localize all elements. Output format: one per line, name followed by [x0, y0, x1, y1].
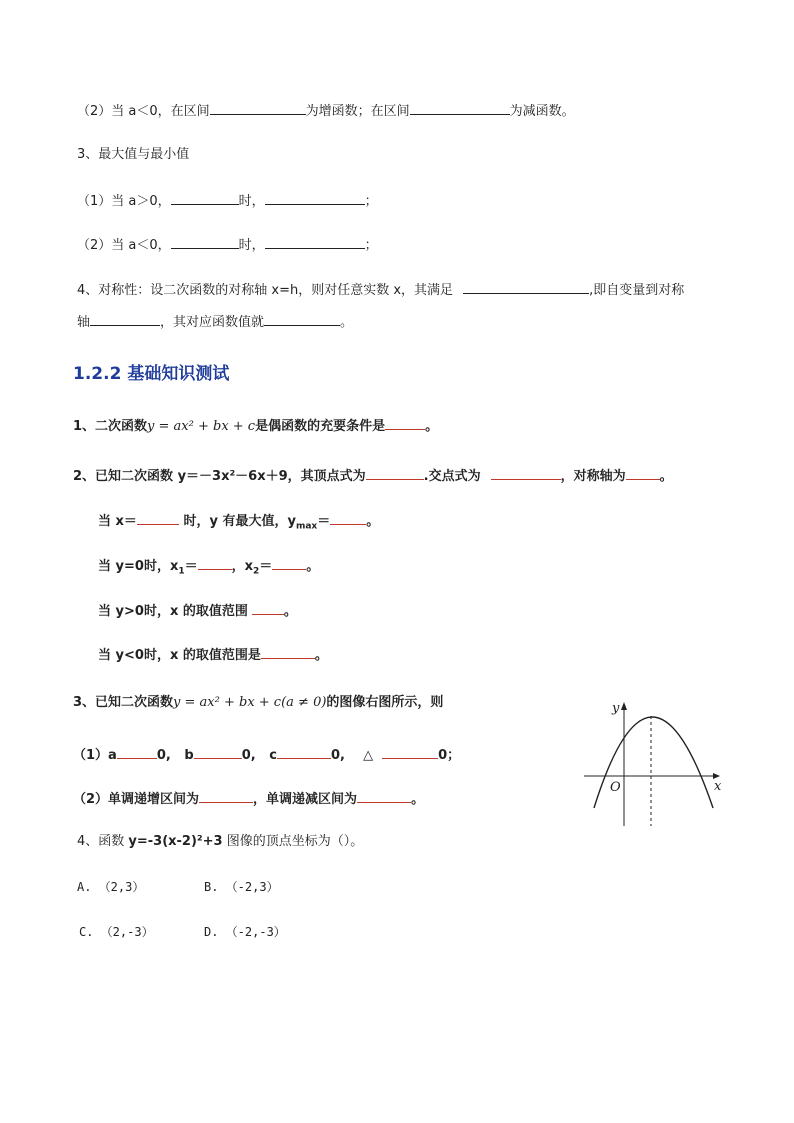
text: c: [269, 748, 277, 763]
fill-blank[interactable]: [385, 416, 425, 430]
question-2-c: [98, 601, 297, 621]
text: 当 y>0时，x 的取值范围: [98, 604, 248, 619]
option-d[interactable]: D. （-2,-3）: [204, 925, 286, 939]
text: 当 y=0时，x: [98, 559, 179, 574]
fill-blank[interactable]: [261, 645, 315, 659]
fill-blank[interactable]: [198, 556, 232, 570]
text: 。: [366, 514, 380, 529]
question-2-a: [98, 511, 379, 536]
text: 0；: [438, 748, 461, 763]
formula: y = ax² + bx + c(a ≠ 0): [173, 695, 327, 710]
fill-blank[interactable]: [265, 191, 365, 205]
text: 。: [314, 648, 328, 663]
text: 时，y 有最大值，y: [183, 514, 296, 529]
text: .交点式为: [423, 469, 481, 484]
formula: y=-3(x-2)²+3: [128, 834, 223, 849]
fill-blank[interactable]: [137, 511, 179, 525]
question-1: [73, 416, 438, 436]
fill-blank[interactable]: [265, 235, 365, 249]
text: 。: [306, 559, 320, 574]
text: 0,: [156, 748, 171, 763]
text: （1）当 a＞0，: [77, 194, 171, 209]
max-min-line-2: [77, 235, 378, 255]
text: 0,: [241, 748, 256, 763]
fill-blank[interactable]: [463, 280, 589, 294]
text: （2）当 a＜0，在区间: [77, 104, 210, 119]
max-min-line-1: [77, 191, 378, 211]
symmetry-line-1: [77, 280, 684, 300]
text: 当 y<0时，x 的取值范围是: [98, 648, 261, 663]
text: 1、二次函数: [73, 419, 148, 434]
x-label: x: [714, 779, 722, 794]
text: 。: [659, 469, 673, 484]
fill-blank[interactable]: [357, 789, 411, 803]
fill-blank[interactable]: [330, 511, 366, 525]
text: 0,: [330, 748, 345, 763]
text: （2）单调递增区间为: [73, 792, 200, 807]
fill-blank[interactable]: [626, 466, 660, 480]
text: 为增函数；在区间: [305, 104, 410, 119]
question-2-d: [98, 645, 328, 665]
origin-label: O: [610, 780, 621, 795]
fill-blank[interactable]: [252, 601, 284, 615]
text: 4、函数: [77, 834, 129, 849]
text: 3、已知二次函数: [73, 695, 174, 710]
fill-blank[interactable]: [410, 101, 510, 115]
subscript: max: [295, 521, 318, 532]
section-heading: 1.2.2 基础知识测试: [73, 364, 230, 384]
text: ＝: [259, 559, 273, 574]
text: 2、已知二次函数 y＝－3x²－6x＋9，其顶点式为: [73, 469, 366, 484]
question-3-part-1: [73, 745, 460, 765]
parabola-graph: [580, 696, 730, 828]
text: ，对称轴为: [560, 469, 626, 484]
text: 图像的顶点坐标为（）。: [222, 834, 364, 849]
fill-blank[interactable]: [199, 789, 253, 803]
fill-blank[interactable]: [90, 312, 160, 326]
text: ，其对应函数值就: [160, 315, 265, 330]
text: ＝: [317, 514, 331, 529]
formula: y = ax² + bx + c: [147, 419, 256, 434]
text: b: [184, 748, 194, 763]
fill-blank[interactable]: [210, 101, 306, 115]
fill-blank[interactable]: [264, 312, 340, 326]
y-axis-arrow: [621, 702, 627, 710]
text: 。: [425, 419, 439, 434]
text: 时，: [238, 238, 265, 253]
question-2: [73, 466, 673, 486]
fill-blank[interactable]: [277, 745, 331, 759]
text: （1）a: [73, 748, 117, 763]
monotonic-decrease-line: [77, 101, 575, 121]
text: （2）当 a＜0，: [77, 238, 171, 253]
fill-blank[interactable]: [117, 745, 157, 759]
fill-blank[interactable]: [366, 466, 424, 480]
option-b[interactable]: B. （-2,3）: [204, 880, 279, 894]
subscript: 1: [178, 566, 185, 577]
text: 轴: [77, 315, 91, 330]
subscript: 2: [253, 566, 260, 577]
text: ；: [364, 238, 378, 253]
question-3: [73, 694, 443, 712]
fill-blank[interactable]: [171, 235, 239, 249]
text: 。: [283, 604, 297, 619]
text: ,即自变量到对称: [589, 283, 685, 298]
text: △: [363, 748, 374, 763]
text: 时，: [238, 194, 265, 209]
text: 。: [340, 315, 354, 330]
question-2-b: [98, 556, 319, 581]
text: 4、对称性：设二次函数的对称轴 x=h，则对任意实数 x，其满足: [77, 283, 454, 298]
max-min-heading: 3、最大值与最小值: [77, 147, 190, 162]
text: 为减函数。: [509, 104, 575, 119]
question-4: [77, 833, 363, 851]
symmetry-line-2: [77, 312, 353, 332]
option-a[interactable]: A. （2,3）: [77, 880, 145, 894]
option-c[interactable]: C. （2,-3）: [79, 925, 154, 939]
text: ，x: [231, 559, 253, 574]
fill-blank[interactable]: [491, 466, 561, 480]
text: 的图像右图所示，则: [326, 695, 444, 710]
y-label: y: [612, 701, 620, 716]
text: 。: [411, 792, 425, 807]
text: ＝: [184, 559, 198, 574]
text: ，单调递减区间为: [253, 792, 358, 807]
fill-blank[interactable]: [171, 191, 239, 205]
question-3-part-2: [73, 789, 424, 809]
fill-blank[interactable]: [194, 745, 242, 759]
text: 当 x＝: [98, 514, 137, 529]
text: ；: [364, 194, 378, 209]
fill-blank[interactable]: [272, 556, 306, 570]
fill-blank[interactable]: [382, 745, 438, 759]
text: 是偶函数的充要条件是: [255, 419, 386, 434]
